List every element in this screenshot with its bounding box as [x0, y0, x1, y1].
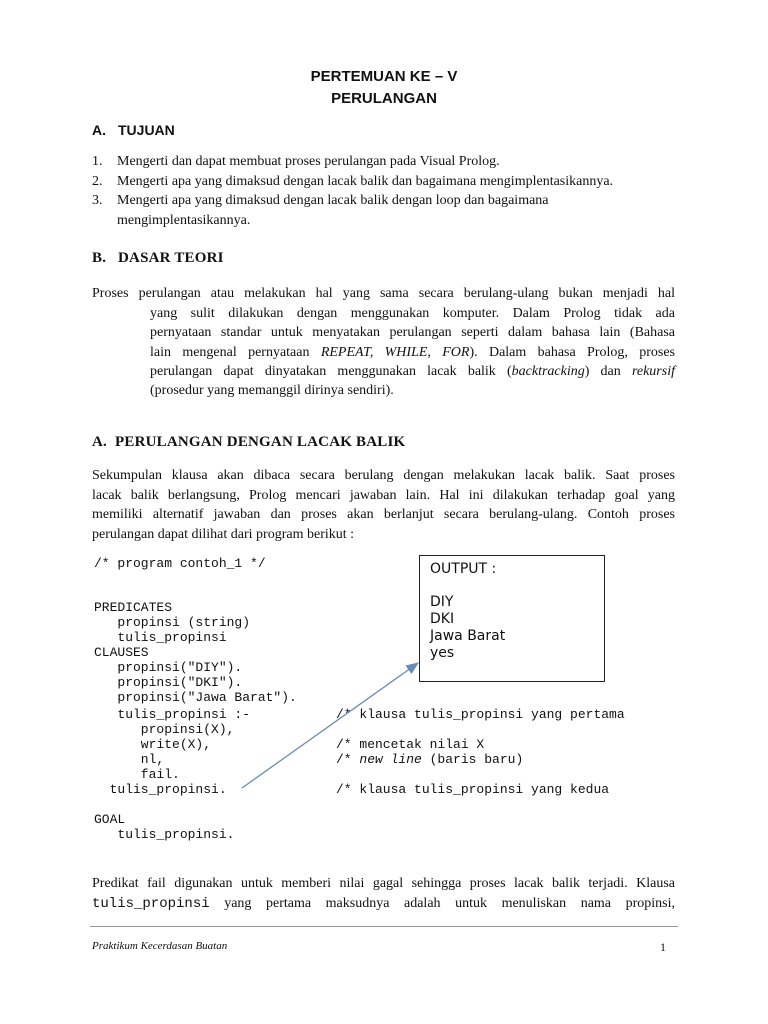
code-predicate-1: propinsi (string) — [94, 615, 251, 630]
code-goal: GOAL — [94, 812, 126, 827]
code-clause-7: nl, — [94, 752, 165, 767]
code-predicates: PREDICATES — [94, 600, 173, 615]
dasar-teori-line-3: pernyataan standar untuk menyatakan perulangan seperti dalam bahasa lain (Bahasa — [150, 325, 675, 340]
code-clause-6: write(X), — [94, 737, 212, 752]
tujuan-item-2-num: 2. — [92, 174, 103, 189]
footer-course: Praktikum Kecerdasan Buatan — [92, 940, 228, 952]
output-title: OUTPUT : — [430, 561, 497, 577]
code-predicate-2: tulis_propinsi — [94, 630, 227, 645]
page-subtitle: PERULANGAN — [331, 90, 437, 107]
tujuan-item-3: Mengerti apa yang dimaksud dengan lacak balik dengan loop dan bagaimana — [117, 193, 549, 208]
lacak-para-line-2: lacak balik berlangsung, Prolog mencari jawaban lain. Hal ini dilakukan terhadap goal yang — [92, 488, 675, 503]
code-clause-5: propinsi(X), — [94, 722, 235, 737]
code-comment-9: /* klausa tulis_propinsi yang kedua — [336, 782, 610, 797]
code-clauses: CLAUSES — [94, 645, 149, 660]
bottom-para-line-1: Predikat fail digunakan untuk memberi nilai gagal sehingga proses lacak balik terjadi. Klausa — [92, 876, 675, 891]
tujuan-item-3-num: 3. — [92, 193, 103, 208]
code-comment-7: /* new line (baris baru) — [336, 752, 524, 767]
output-line: DKI — [430, 611, 455, 627]
footer-page-number: 1 — [660, 940, 666, 954]
code-clause-8: fail. — [94, 767, 180, 782]
code-comment: /* program contoh_1 */ — [94, 556, 266, 571]
bottom-para-line-2: tulis_propinsi yang pertama maksudnya adalah untuk menuliskan nama propinsi, — [92, 896, 675, 912]
code-clause-1: propinsi("DIY"). — [94, 660, 243, 675]
page-title: PERTEMUAN KE – V — [310, 68, 458, 85]
dasar-teori-line-1: Proses perulangan atau melakukan hal yang sama secara berulang-ulang bukan menjadi hal — [92, 286, 675, 301]
code-clause-3: propinsi("Jawa Barat"). — [94, 690, 297, 705]
tujuan-item-1: Mengerti dan dapat membuat proses perulangan pada Visual Prolog. — [117, 154, 500, 169]
footer-divider — [90, 926, 678, 927]
code-comment-6: /* mencetak nilai X — [336, 737, 485, 752]
tujuan-item-2: Mengerti apa yang dimaksud dengan lacak balik dan bagaimana mengimplentasikannya. — [117, 174, 614, 189]
section-tujuan-marker: A. — [92, 122, 106, 138]
dasar-teori-line-4: lain mengenal pernyataan REPEAT, WHILE, FOR). Dalam bahasa Prolog, proses — [150, 345, 675, 360]
lacak-para-line-3: memiliki alternatif jawaban dan proses akan berlanjut secara berulang-ulang. Contoh proses — [92, 507, 675, 522]
section-dasar-teori-heading: DASAR TEORI — [118, 250, 224, 266]
output-line: Jawa Barat — [430, 628, 506, 644]
code-comment-4: /* klausa tulis_propinsi yang pertama — [336, 707, 625, 722]
tujuan-item-1-num: 1. — [92, 154, 103, 169]
lacak-para-line-1: Sekumpulan klausa akan dibaca secara berulang dengan melakukan lacak balik. Saat proses — [92, 468, 675, 483]
lacak-para-line-4: perulangan dapat dilihat dari program berikut : — [92, 527, 355, 542]
dasar-teori-line-2: yang sulit dilakukan dengan menggunakan komputer. Dalam Prolog tidak ada — [150, 306, 675, 321]
dasar-teori-line-6: (prosedur yang memanggil dirinya sendiri). — [150, 383, 394, 398]
section-lacak-heading: PERULANGAN DENGAN LACAK BALIK — [115, 434, 406, 450]
section-lacak-marker: A. — [92, 434, 107, 450]
code-clause-9: tulis_propinsi. — [94, 782, 227, 797]
output-line: yes — [430, 645, 455, 661]
section-dasar-teori-marker: B. — [92, 250, 107, 266]
section-tujuan-heading: TUJUAN — [118, 122, 175, 138]
code-clause-4: tulis_propinsi :- — [94, 707, 251, 722]
dasar-teori-line-5: perulangan dapat dinyatakan menggunakan lacak balik (backtracking) dan rekursif — [150, 364, 675, 379]
code-goal-1: tulis_propinsi. — [94, 827, 235, 842]
tujuan-item-3-cont: mengimplentasikannya. — [117, 213, 251, 228]
output-line: DIY — [430, 594, 454, 610]
code-clause-2: propinsi("DKI"). — [94, 675, 243, 690]
